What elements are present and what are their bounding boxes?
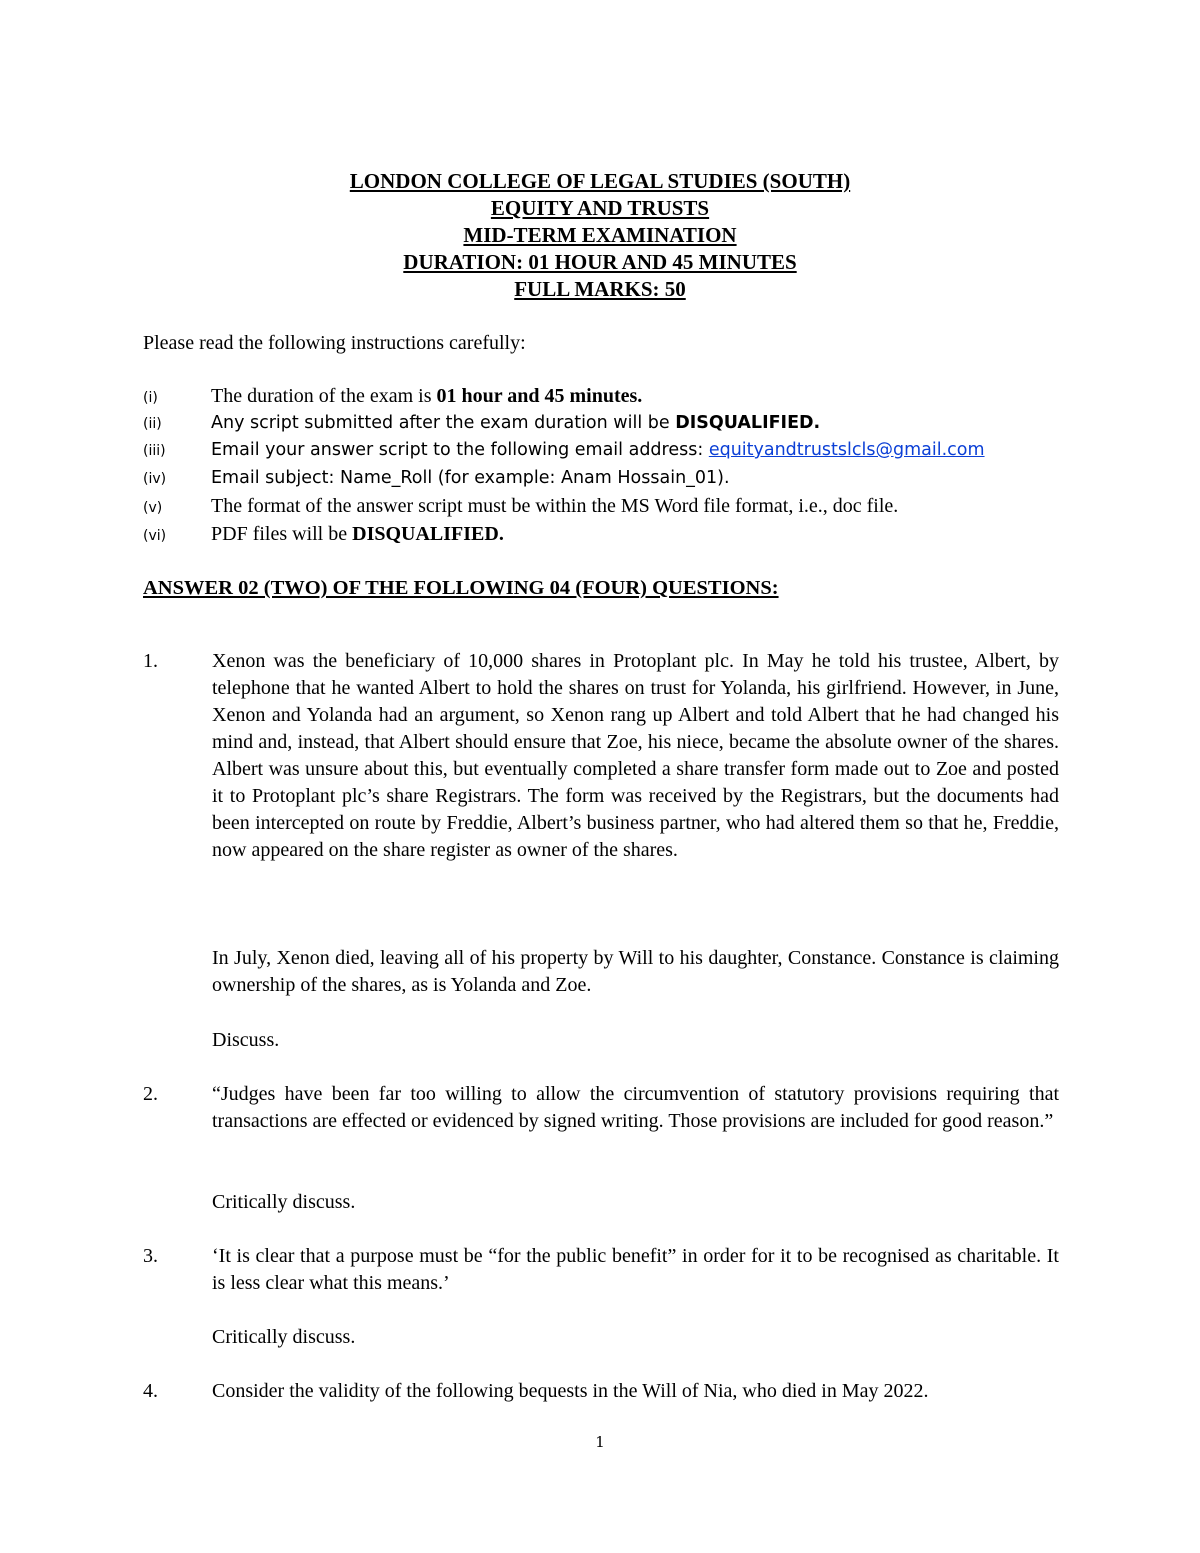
question-text: ‘It is clear that a purpose must be “for the public benefit” in order for it to be recognised as charitable. It is less clear what this means.’ xyxy=(212,1245,1059,1294)
instruction-item: (iv) Email subject: Name_Roll (for example: Anam Hossain_01). xyxy=(143,467,730,488)
exam-type: MID-TERM EXAMINATION xyxy=(463,223,737,247)
page-number: 1 xyxy=(595,1433,605,1451)
question-number: 1. xyxy=(143,650,158,672)
question-3-instruction: Critically discuss. xyxy=(212,1326,356,1348)
college-name: LONDON COLLEGE OF LEGAL STUDIES (SOUTH) xyxy=(349,169,851,193)
instruction-item: (v) The format of the answer script must be within the MS Word file format, i.e., doc file. xyxy=(143,495,899,517)
answer-heading: ANSWER 02 (TWO) OF THE FOLLOWING 04 (FOUR) QUESTIONS: xyxy=(143,577,779,599)
full-marks: FULL MARKS: 50 xyxy=(514,277,686,301)
question-number: 2. xyxy=(143,1083,158,1105)
question-text: Xenon was the beneficiary of 10,000 shares in Protoplant plc. In May he told his trustee, Albert, by telephone that he wanted Albert to hold the shares on trust for Yolanda, his girlfriend. However, in June, Xenon and Yolanda had an argument, so Xenon rang up Albert and told Albert that he had changed his mind and, instead, that Albert should ensure that Zoe, his niece, became the absolute owner of the shares. Albert was unsure about this, but eventually completed a share transfer form made out to Zoe and posted it to Protoplant plc’s share Registrars. The form was received by the Registrars, but the documents had been intercepted on route by Freddie, Albert’s business partner, who had altered them so that he, Freddie, now appeared on the share register as owner of the shares. xyxy=(212,650,1059,861)
instruction-item: (iii) Email your answer script to the following email address: equityandtrustslcls@gmail.com xyxy=(143,440,985,460)
question-2-instruction: Critically discuss. xyxy=(212,1191,356,1213)
question-text: Consider the validity of the following bequests in the Will of Nia, who died in May 2022. xyxy=(212,1380,929,1402)
instruction-number: (i) xyxy=(143,390,158,406)
question-1 xyxy=(143,648,1059,864)
instruction-item: (ii) Any script submitted after the exam duration will be DISQUALIFIED. xyxy=(143,412,821,433)
question-2 xyxy=(143,1081,1059,1135)
instruction-item: (i) The duration of the exam is 01 hour and 45 minutes. xyxy=(143,385,643,407)
exam-duration: DURATION: 01 HOUR AND 45 MINUTES xyxy=(403,250,797,274)
exam-header xyxy=(0,168,1200,303)
course-title: EQUITY AND TRUSTS xyxy=(490,196,710,220)
instruction-number: (v) xyxy=(143,500,163,516)
instruction-number: (vi) xyxy=(143,527,167,544)
email-link[interactable]: equityandtrustslcls@gmail.com xyxy=(708,440,985,460)
question-number: 4. xyxy=(143,1380,158,1402)
question-4 xyxy=(143,1378,1059,1405)
instruction-number: (iv) xyxy=(143,470,167,487)
instructions-list xyxy=(143,385,1073,550)
instructions-intro: Please read the following instructions carefully: xyxy=(143,332,526,354)
instruction-number: (ii) xyxy=(143,415,162,432)
question-3 xyxy=(143,1243,1059,1297)
instruction-number: (iii) xyxy=(143,443,166,459)
question-text: “Judges have been far too willing to allow the circumvention of statutory provisions requiring that transactions are effected or evidenced by signed writing. Those provisions are included for good reason.” xyxy=(212,1083,1059,1132)
question-1-paragraph-2: In July, Xenon died, leaving all of his property by Will to his daughter, Constance. Constance is claiming ownership of the shares, as is Yolanda and Zoe. xyxy=(212,947,1059,996)
question-number: 3. xyxy=(143,1245,158,1267)
question-1-instruction: Discuss. xyxy=(212,1029,280,1051)
instruction-item: (vi) PDF files will be DISQUALIFIED. xyxy=(143,522,504,545)
